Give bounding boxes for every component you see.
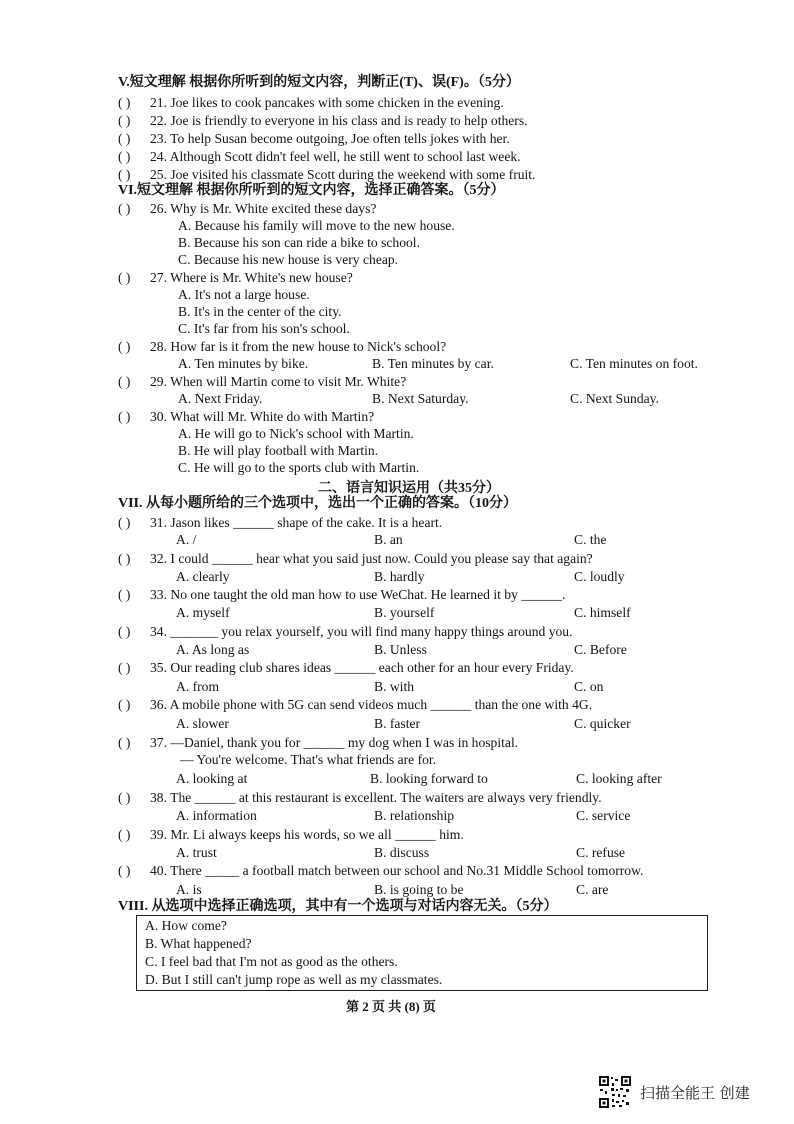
question-22: 22. Joe is friendly to everyone in his class and is ready to help others. <box>150 113 528 128</box>
page-footer: 第 2 页 共 (8) 页 <box>346 999 436 1014</box>
q29-option-a: A. Next Friday. <box>178 391 263 406</box>
q36-option-a: A. slower <box>176 716 229 731</box>
answer-paren: ( ) <box>118 827 131 842</box>
answer-paren: ( ) <box>118 113 131 128</box>
answer-paren: ( ) <box>118 735 131 750</box>
q29-option-b: B. Next Saturday. <box>372 391 469 406</box>
q34-option-a: A. As long as <box>176 642 250 657</box>
option-box <box>136 915 708 991</box>
option-a: A. How come? <box>145 918 227 933</box>
answer-paren: ( ) <box>118 624 131 639</box>
q39-option-a: A. trust <box>176 845 217 860</box>
q30-option-b: B. He will play football with Martin. <box>178 443 379 458</box>
qr-code-icon <box>598 1075 632 1109</box>
question-29: 29. When will Martin come to visit Mr. White? <box>150 374 407 389</box>
question-26: 26. Why is Mr. White excited these days? <box>150 201 377 216</box>
option-c: C. I feel bad that I'm not as good as the others. <box>145 954 398 969</box>
question-23: 23. To help Susan become outgoing, Joe often tells jokes with her. <box>150 131 510 146</box>
question-27: 27. Where is Mr. White's new house? <box>150 270 353 285</box>
q32-option-c: C. loudly <box>574 569 625 584</box>
answer-paren: ( ) <box>118 790 131 805</box>
q40-option-c: C. are <box>576 882 609 897</box>
q29-option-c: C. Next Sunday. <box>570 391 659 406</box>
q26-option-c: C. Because his new house is very cheap. <box>178 252 399 267</box>
answer-paren: ( ) <box>118 270 131 285</box>
question-39: 39. Mr. Li always keeps his words, so we all ______ him. <box>150 827 464 842</box>
question-25: 25. Joe visited his classmate Scott during the weekend with some fruit. <box>150 167 536 182</box>
answer-paren: ( ) <box>118 95 131 110</box>
q40-option-b: B. is going to be <box>374 882 464 897</box>
option-b: B. What happened? <box>145 936 252 951</box>
q39-option-b: B. discuss <box>374 845 430 860</box>
q40-option-a: A. is <box>176 882 202 897</box>
q33-option-a: A. myself <box>176 605 230 620</box>
q37-option-b: B. looking forward to <box>370 771 488 786</box>
q36-option-b: B. faster <box>374 716 421 731</box>
q37-reply: — You're welcome. That's what friends are for. <box>180 752 437 767</box>
q27-option-b: B. It's in the center of the city. <box>178 304 342 319</box>
q27-option-a: A. It's not a large house. <box>178 287 310 302</box>
scanner-brand-label: 扫描全能王 创建 <box>640 1084 750 1102</box>
q35-option-c: C. on <box>574 679 604 694</box>
q26-option-a: A. Because his family will move to the new house. <box>178 218 455 233</box>
section-8-title: VIII. 从选项中选择正确选项，其中有一个选项与对话内容无关。（5分） <box>118 899 558 914</box>
q31-option-b: B. an <box>374 532 403 547</box>
answer-paren: ( ) <box>118 201 131 216</box>
q37-option-a: A. looking at <box>176 771 248 786</box>
q39-option-c: C. refuse <box>576 845 626 860</box>
option-d: D. But I still can't jump rope as well as my classmates. <box>145 972 443 987</box>
answer-paren: ( ) <box>118 515 131 530</box>
question-40: 40. There _____ a football match between our school and No.31 Middle School tomorrow. <box>150 863 644 878</box>
question-32: 32. I could ______ hear what you said just now. Could you please say that again? <box>150 551 593 566</box>
part-2-title: 二、语言知识运用（共35分） <box>318 481 500 496</box>
q28-option-a: A. Ten minutes by bike. <box>178 356 309 371</box>
q33-option-b: B. yourself <box>374 605 435 620</box>
answer-paren: ( ) <box>118 409 131 424</box>
answer-paren: ( ) <box>118 697 131 712</box>
question-33: 33. No one taught the old man how to use WeChat. He learned it by ______. <box>150 587 566 602</box>
question-36: 36. A mobile phone with 5G can send videos much ______ than the one with 4G. <box>150 697 593 712</box>
q34-option-b: B. Unless <box>374 642 427 657</box>
answer-paren: ( ) <box>118 374 131 389</box>
question-21: 21. Joe likes to cook pancakes with some chicken in the evening. <box>150 95 504 110</box>
answer-paren: ( ) <box>118 149 131 164</box>
q38-option-a: A. information <box>176 808 257 823</box>
q30-option-c: C. He will go to the sports club with Martin. <box>178 460 420 475</box>
answer-paren: ( ) <box>118 863 131 878</box>
q32-option-b: B. hardly <box>374 569 425 584</box>
question-34: 34. _______ you relax yourself, you will find many happy things around you. <box>150 624 573 639</box>
question-37: 37. —Daniel, thank you for ______ my dog when I was in hospital. <box>150 735 519 750</box>
question-28: 28. How far is it from the new house to Nick's school? <box>150 339 447 354</box>
q31-option-a: A. / <box>176 532 197 547</box>
q35-option-a: A. from <box>176 679 220 694</box>
answer-paren: ( ) <box>118 167 131 182</box>
answer-paren: ( ) <box>118 339 131 354</box>
section-7-title: VII. 从每小题所给的三个选项中，选出一个正确的答案。（10分） <box>118 496 518 511</box>
q28-option-c: C. Ten minutes on foot. <box>570 356 698 371</box>
q34-option-c: C. Before <box>574 642 627 657</box>
q33-option-c: C. himself <box>574 605 631 620</box>
answer-paren: ( ) <box>118 587 131 602</box>
question-30: 30. What will Mr. White do with Martin? <box>150 409 375 424</box>
q38-option-c: C. service <box>576 808 631 823</box>
q31-option-c: C. the <box>574 532 607 547</box>
q27-option-c: C. It's far from his son's school. <box>178 321 350 336</box>
question-31: 31. Jason likes ______ shape of the cake. It is a heart. <box>150 515 443 530</box>
q32-option-a: A. clearly <box>176 569 230 584</box>
answer-paren: ( ) <box>118 660 131 675</box>
q30-option-a: A. He will go to Nick's school with Martin. <box>178 426 414 441</box>
q36-option-c: C. quicker <box>574 716 631 731</box>
question-38: 38. The ______ at this restaurant is excellent. The waiters are always very friendly. <box>150 790 602 805</box>
question-35: 35. Our reading club shares ideas ______ each other for an hour every Friday. <box>150 660 574 675</box>
answer-paren: ( ) <box>118 551 131 566</box>
question-24: 24. Although Scott didn't feel well, he still went to school last week. <box>150 149 521 164</box>
q38-option-b: B. relationship <box>374 808 455 823</box>
section-5-title: V.短文理解 根据你所听到的短文内容，判断正(T)、误(F)。（5分） <box>118 75 520 90</box>
section-6-title: VI.短文理解 根据你所听到的短文内容，选择正确答案。（5分） <box>118 183 505 198</box>
answer-paren: ( ) <box>118 131 131 146</box>
q37-option-c: C. looking after <box>576 771 662 786</box>
q35-option-b: B. with <box>374 679 415 694</box>
q28-option-b: B. Ten minutes by car. <box>372 356 494 371</box>
q26-option-b: B. Because his son can ride a bike to school. <box>178 235 420 250</box>
